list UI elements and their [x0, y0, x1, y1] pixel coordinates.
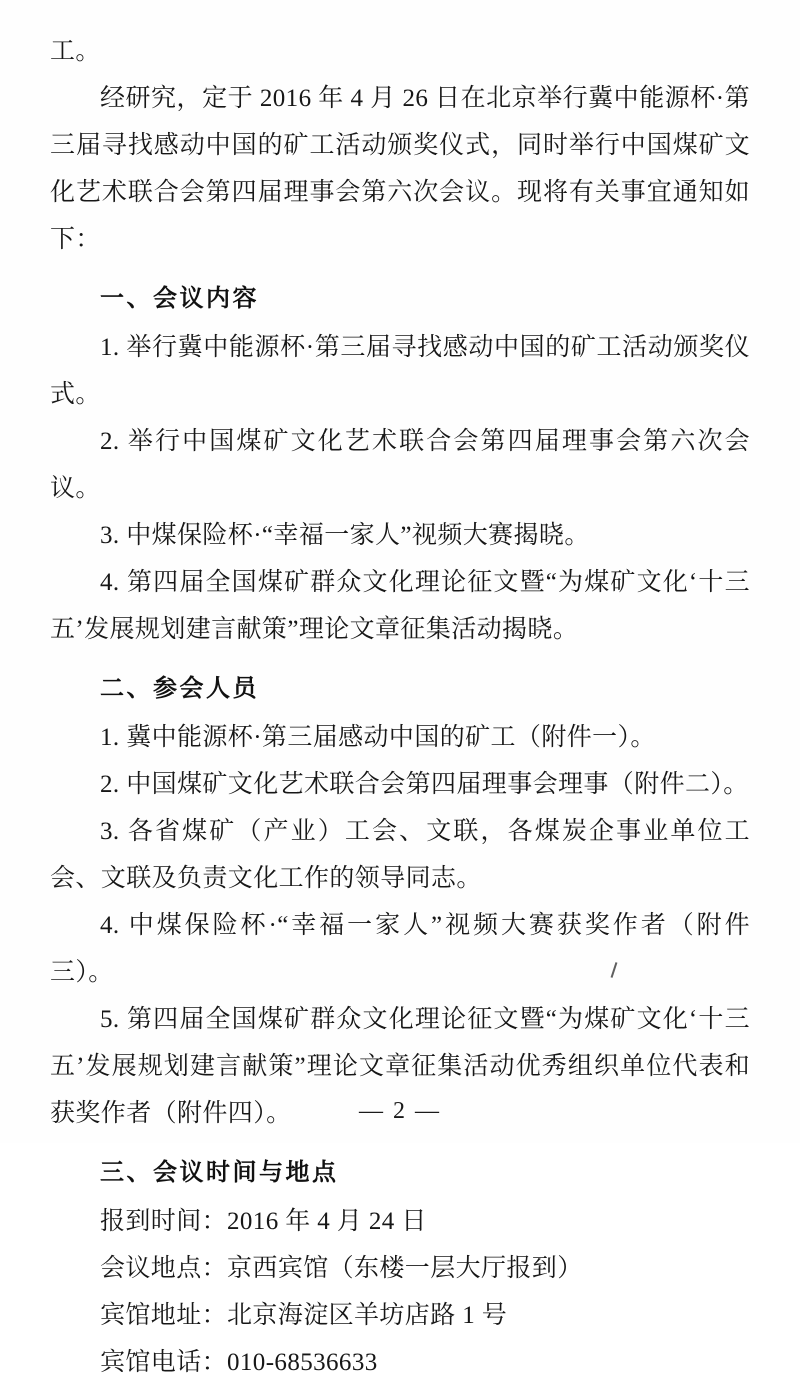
- section-heading-1: 一、会议内容: [100, 284, 259, 312]
- list-item: 2. 举行中国煤矿文化艺术联合会第四届理事会第六次会议。: [50, 428, 750, 502]
- info-line-venue: 会议地点：京西宾馆（东楼一层大厅报到）: [100, 1255, 583, 1282]
- page-number: — 2 —: [359, 1098, 441, 1124]
- list-item: 4. 中煤保险杯·“幸福一家人”视频大赛获奖作者（附件三）。: [50, 912, 750, 986]
- list-item: 2. 中国煤矿文化艺术联合会第四届理事会理事（附件二）。: [100, 771, 749, 798]
- intro-paragraph: 经研究，定于 2016 年 4 月 26 日在北京举行冀中能源杯·第三届寻找感动中国的矿工活动颁奖仪式，同时举行中国煤矿文化艺术联合会第四届理事会第六次会议。现将有关事宜通知如下：: [50, 85, 750, 253]
- list-item: 3. 中煤保险杯·“幸福一家人”视频大赛揭晓。: [100, 522, 590, 549]
- document-body: [50, 28, 750, 1386]
- info-line-phone: 宾馆电话：010-68536633: [100, 1349, 378, 1376]
- list-item: 3. 各省煤矿（产业）工会、文联，各煤炭企事业单位工会、文联及负责文化工作的领导同志。: [50, 818, 750, 892]
- list-item: 5. 第四届全国煤矿群众文化理论征文暨“为煤矿文化‘十三五’发展规划建言献策”理论文章征集活动优秀组织单位代表和获奖作者（附件四）。: [50, 1006, 750, 1127]
- section-spacer: [50, 1137, 750, 1143]
- section-spacer: [50, 653, 750, 659]
- continuation-line: 工。: [50, 38, 101, 65]
- info-line-address: 宾馆地址：北京海淀区羊坊店路 1 号: [100, 1302, 508, 1329]
- list-item: 1. 冀中能源杯·第三届感动中国的矿工（附件一）。: [100, 724, 656, 751]
- section-heading-3: 三、会议时间与地点: [100, 1158, 339, 1186]
- section-spacer: [50, 263, 750, 269]
- info-line-report-time: 报到时间：2016 年 4 月 24 日: [100, 1208, 427, 1235]
- section-heading-2: 二、参会人员: [100, 674, 259, 702]
- list-item: 1. 举行冀中能源杯·第三届寻找感动中国的矿工活动颁奖仪式。: [50, 334, 750, 408]
- list-item: 4. 第四届全国煤矿群众文化理论征文暨“为煤矿文化‘十三五’发展规划建言献策”理论文章征集活动揭晓。: [50, 569, 750, 643]
